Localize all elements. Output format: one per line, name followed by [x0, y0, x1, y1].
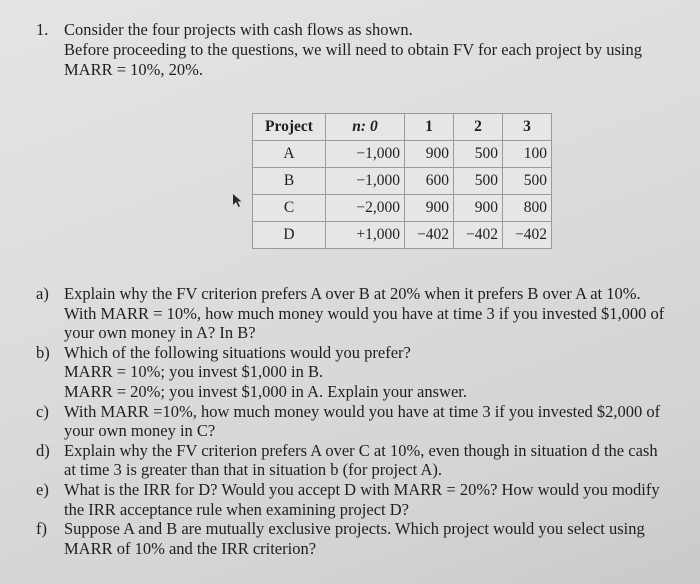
question-line: MARR = 10%, 20%. [64, 60, 204, 79]
sub-question-line: With MARR = 10%, how much money would you have at time 3 if you invested $1,000 of [64, 303, 665, 323]
cash-flow-cell: 900 [405, 195, 454, 222]
cash-flow-cell: 800 [503, 195, 552, 222]
sub-question-line: Which of the following situations would you prefer? [64, 342, 411, 362]
sub-question-line: Explain why the FV criterion prefers A over B at 20% when it prefers B over A at 10%. [64, 284, 641, 303]
sub-question-line: What is the IRR for D? Would you accept D with MARR = 20%? How would you modify [64, 479, 660, 499]
table-header-row [253, 114, 552, 141]
cash-flow-cell: −402 [405, 222, 454, 249]
sub-questions [36, 284, 696, 558]
table-row [253, 222, 552, 249]
cash-flow-cell: −1,000 [326, 141, 405, 168]
cash-flow-table [252, 113, 552, 249]
cash-flow-cell: +1,000 [326, 222, 405, 249]
sub-question-line: With MARR =10%, how much money would you have at time 3 if you invested $2,000 of [64, 401, 661, 421]
sub-question-line: Suppose A and B are mutually exclusive projects. Which project would you select using [64, 519, 645, 539]
project-cell: A [253, 141, 326, 168]
sub-question-line: the IRR acceptance rule when examining project D? [64, 499, 409, 519]
sub-question-label: a) [36, 284, 49, 303]
sub-question-c [36, 402, 696, 441]
sub-question-line: MARR = 10%; you invest $1,000 in B. [64, 362, 324, 382]
sub-question-line: your own money in A? In B? [64, 323, 256, 343]
sub-question-f [36, 519, 696, 558]
sub-question-line: at time 3 is greater than that in situation b (for project A). [64, 460, 443, 480]
mouse-pointer-icon [232, 193, 244, 209]
table-row [253, 195, 552, 222]
table-row [253, 141, 552, 168]
project-cell: C [253, 195, 326, 222]
sub-question-label: f) [36, 519, 47, 539]
sub-question-label: e) [36, 479, 49, 499]
cash-flow-cell: −402 [503, 222, 552, 249]
sub-question-line: your own money in C? [64, 421, 216, 441]
sub-question-line: MARR = 20%; you invest $1,000 in A. Explain your answer. [64, 381, 467, 401]
cash-flow-cell: 500 [503, 168, 552, 195]
header-project: Project [253, 114, 326, 141]
cash-flow-cell: 600 [405, 168, 454, 195]
header-n2: 2 [454, 114, 503, 141]
cash-flow-cell: 900 [454, 195, 503, 222]
question-number: 1. [36, 20, 49, 39]
sub-question-line: MARR of 10% and the IRR criterion? [64, 538, 317, 558]
sub-question-a [36, 284, 696, 343]
cash-flow-cell: −1,000 [326, 168, 405, 195]
cash-flow-cell: −402 [454, 222, 503, 249]
cash-flow-cell: −2,000 [326, 195, 405, 222]
table-row [253, 168, 552, 195]
sub-question-label: d) [36, 440, 50, 460]
question-line: Consider the four projects with cash flows as shown. [64, 20, 413, 39]
sub-question-d [36, 441, 696, 480]
cash-flow-cell: 100 [503, 141, 552, 168]
sub-question-b [36, 343, 696, 402]
header-n1: 1 [405, 114, 454, 141]
header-n0: n: 0 [326, 114, 405, 141]
sub-question-e [36, 480, 696, 519]
header-n3: 3 [503, 114, 552, 141]
cash-flow-cell: 500 [454, 141, 503, 168]
cash-flow-cell: 500 [454, 168, 503, 195]
project-cell: B [253, 168, 326, 195]
sub-question-line: Explain why the FV criterion prefers A over C at 10%, even though in situation d the cash [64, 440, 658, 460]
question-line: Before proceeding to the questions, we will need to obtain FV for each project by using [64, 40, 642, 59]
cash-flow-cell: 900 [405, 141, 454, 168]
project-cell: D [253, 222, 326, 249]
sub-question-label: c) [36, 401, 49, 421]
sub-question-label: b) [36, 342, 50, 362]
